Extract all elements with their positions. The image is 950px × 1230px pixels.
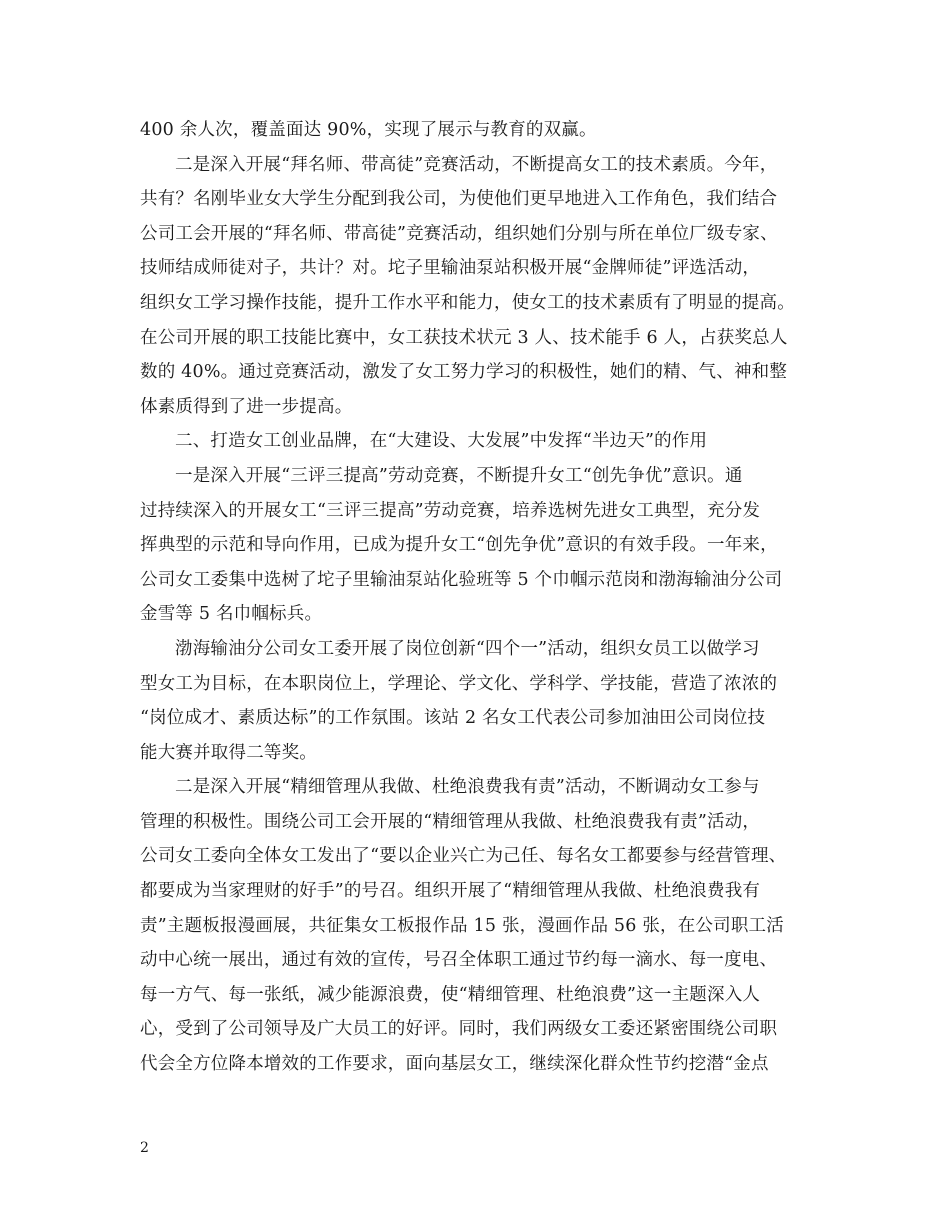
text-line: 在公司开展的职工技能比赛中，女工获技术状元 3 人、技术能手 6 人，占获奖总人 [140, 327, 788, 348]
text-line: 公司女工委集中选树了坨子里输油泵站化验班等 5 个巾帼示范岗和渤海输油分公司 [140, 569, 783, 590]
text-line: 技师结成师徒对子，共计？对。坨子里输油泵站积极开展“金牌师徒”评选活动， [140, 258, 761, 279]
text-line: 都要成为当家理财的好手”的号召。组织开展了“精细管理从我做、杜绝浪费我有 [140, 881, 761, 902]
text-line: 渤海输油分公司女工委开展了岗位创新“四个一”活动，组织女员工以做学习 [175, 638, 760, 659]
text-line: 体素质得到了进一步提高。 [140, 396, 353, 417]
text-line: 数的 40%。通过竞赛活动，激发了女工努力学习的积极性，她们的精、气、神和整 [140, 362, 788, 383]
text-line: 责”主题板报漫画展，共征集女工板报作品 15 张，漫画作品 56 张，在公司职工活 [140, 915, 784, 936]
text-line: 二是深入开展“精细管理从我做、杜绝浪费我有责”活动，不断调动女工参与 [175, 777, 760, 798]
text-line: 管理的积极性。围绕公司工会开展的“精细管理从我做、杜绝浪费我有责”活动， [140, 811, 761, 832]
text-line: 共有？名刚毕业女大学生分配到我公司，为使他们更早地进入工作角色，我们结合 [140, 189, 778, 210]
document-body [140, 113, 820, 1082]
text-line: 公司工会开展的“拜名师、带高徒”竞赛活动，组织她们分别与所在单位厂级专家、 [140, 223, 778, 244]
text-line: 组织女工学习操作技能，提升工作水平和能力，使女工的技术素质有了明显的提高。 [140, 292, 795, 313]
text-line: 代会全方位降本增效的工作要求，面向基层女工，继续深化群众性节约挖潜“金点 [140, 1054, 769, 1075]
text-line: 能大赛并取得二等奖。 [140, 742, 317, 763]
text-line: 过持续深入的开展女工“三评三提高”劳动竞赛，培养选树先进女工典型，充分发 [140, 500, 761, 521]
text-line: 每一方气、每一张纸，减少能源浪费，使“精细管理、杜绝浪费”这一主题深入人 [140, 984, 761, 1005]
text-line: 挥典型的示范和导向作用，已成为提升女工“创先争优”意识的有效手段。一年来， [140, 535, 778, 556]
text-line: 心，受到了公司领导及广大员工的好评。同时，我们两级女工委还紧密围绕公司职 [140, 1019, 778, 1040]
text-line: 二、打造女工创业品牌，在“大建设、大发展”中发挥“半边天”的作用 [175, 431, 708, 452]
text-line: 一是深入开展“三评三提高”劳动竞赛，不断提升女工“创先争优”意识。通 [175, 465, 743, 486]
page-number: 2 [140, 1140, 149, 1156]
text-line: 二是深入开展“拜名师、带高徒”竞赛活动，不断提高女工的技术素质。今年， [175, 154, 778, 175]
text-line: 金雪等 5 名巾帼标兵。 [140, 604, 323, 625]
text-line: “岗位成才、素质达标”的工作氛围。该站 2 名女工代表公司参加油田公司岗位技 [140, 708, 766, 729]
text-line: 型女工为目标，在本职岗位上，学理论、学文化、学科学、学技能，营造了浓浓的 [140, 673, 778, 694]
text-line: 动中心统一展出，通过有效的宣传，号召全体职工通过节约每一滴水、每一度电、 [140, 950, 778, 971]
text-line: 公司女工委向全体女工发出了“要以企业兴亡为己任、每名女工都要参与经营管理、 [140, 846, 787, 867]
text-line: 400 余人次，覆盖面达 90%，实现了展示与教育的双赢。 [140, 120, 597, 140]
